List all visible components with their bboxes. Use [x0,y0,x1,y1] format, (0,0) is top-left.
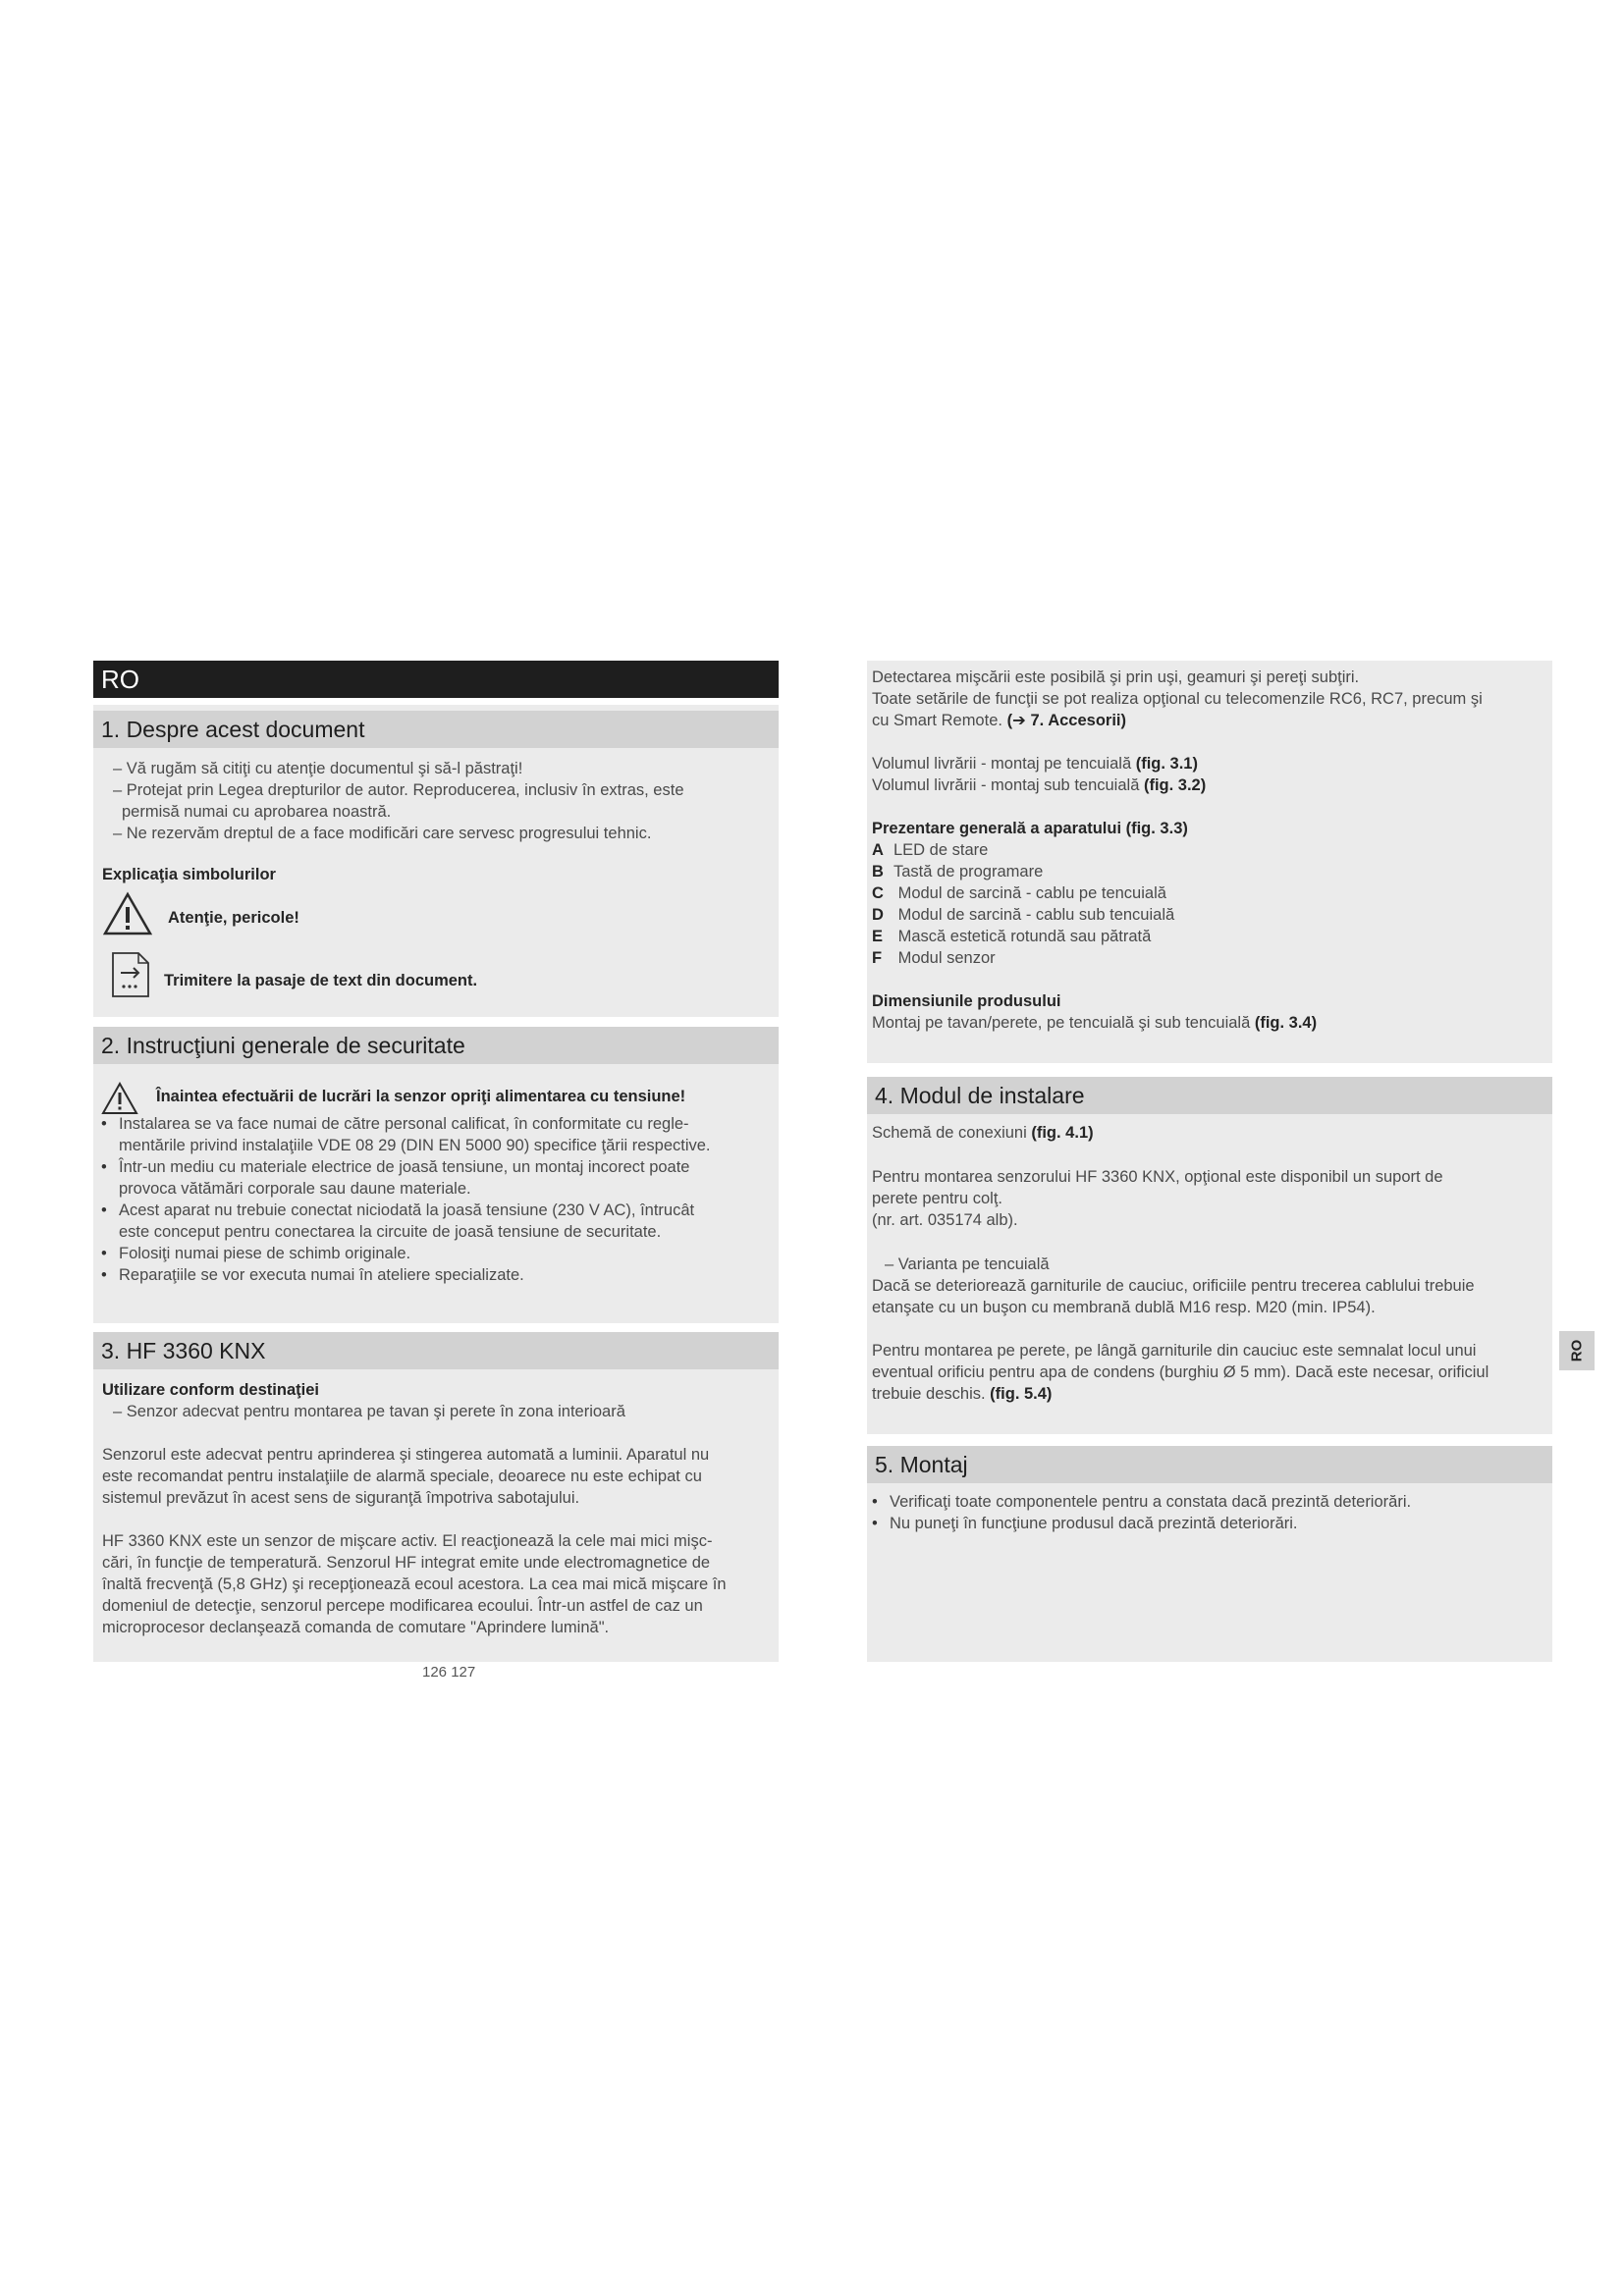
variant-text-1: Dacă se deteriorează garniturile de cauciuc, orificiile pentru trecerea cablului trebuie [872,1277,1475,1295]
section-3-box [93,1332,779,1662]
schema-ref: (fig. 4.1) [1031,1124,1094,1142]
overview-letter: A [872,841,884,859]
right-intro-box [867,661,1552,1063]
overview-title: Prezentare generală a aparatului (fig. 3.3) [872,820,1188,837]
reference-symbol-text: Trimitere la pasaje de text din document. [164,972,478,989]
delivery-1-ref: (fig. 3.1) [1135,755,1198,773]
overview-text: Mască estetică rotundă sau pătrată [893,928,1152,945]
intro-line-3-text: cu Smart Remote. [872,712,1002,729]
section-5-heading: 5. Montaj [867,1446,1552,1483]
s1-dash-line-1: – Vă rugăm să citiţi cu atenţie documentul şi să-l păstraţi! [113,760,523,777]
s3-para1-line-2: este recomandat pentru instalaţiile de alarmă speciale, deoarece nu este echipat cu [102,1468,702,1485]
overview-letter: D [872,906,884,924]
warning-triangle-icon [103,891,152,936]
dimensions-ref: (fig. 3.4) [1254,1014,1318,1032]
wall-line-1: Pentru montarea pe perete, pe lângă garniturile din cauciuc este semnalat locul unui [872,1342,1477,1360]
overview-text: Modul senzor [893,949,996,967]
section-3-heading: 3. HF 3360 KNX [93,1332,779,1369]
delivery-line-1 [872,753,1198,774]
overview-item-c [872,882,1166,904]
overview-item-d [872,904,1174,926]
schema-line [872,1122,1094,1144]
usage-title: Utilizare conform destinaţiei [102,1381,319,1399]
schema-text: Schemă de conexiuni [872,1124,1032,1142]
delivery-1-text: Volumul livrării - montaj pe tencuială [872,755,1136,773]
language-side-tab [1559,1331,1595,1370]
overview-text: Modul de sarcină - cablu sub tencuială [893,906,1175,924]
s3-para2-line-4: domeniul de detecţie, senzorul percepe modificarea ecoului. Într-un astfel de caz un [102,1597,703,1615]
safety-warning-text: Înaintea efectuării de lucrări la senzor opriţi alimentarea cu tensiune! [156,1088,686,1105]
page-numbers: 126 127 [422,1664,476,1681]
s3-para2-line-3: înaltă frecvenţă (5,8 GHz) şi recepţionează ecoul acestora. La cea mai mică mişcare în [102,1575,727,1593]
overview-text: Modul de sarcină - cablu pe tencuială [893,884,1166,902]
delivery-line-2 [872,774,1206,796]
text-reference-icon [111,951,150,998]
accessories-reference: (➔ 7. Accesorii) [1006,712,1126,729]
overview-item-f [872,947,996,969]
warning-triangle-icon [101,1082,138,1115]
s3-para2-line-1: HF 3360 KNX este un senzor de mişcare activ. El reacţionează la cele mai mici mişc- [102,1532,713,1550]
language-label: RO [101,665,139,694]
variant-text-2: etanşate cu un buşon cu membrană dublă M16 resp. M20 (min. IP54). [872,1299,1376,1316]
mount-line-2: perete pentru colţ. [872,1190,1002,1207]
intro-line-3 [872,710,1126,731]
s5-bullet-2: • Nu puneţi în funcţiune produsul dacă prezintă deteriorări. [872,1513,1298,1534]
s2-bullet-3-cont: este conceput pentru conectarea la circuite de joasă tensiune de securitate. [119,1223,662,1241]
s2-bullet-5: • Reparaţiile se vor executa numai în ateliere specializate. [101,1264,524,1286]
overview-letter: B [872,863,884,881]
s3-para1-line-3: sistemul prevăzut în acest sens de siguranţă împotriva sabotajului. [102,1489,580,1507]
symbols-title: Explicaţia simbolurilor [102,866,276,883]
language-header-bar [93,661,779,698]
wall-line-2: eventual orificiu pentru apa de condens (burghiu Ø 5 mm). Dacă este necesar, orificiul [872,1363,1489,1381]
section-4-box [867,1077,1552,1434]
overview-letter: C [872,884,884,902]
s3-para2-line-5: microprocesor declanşează comanda de comutare "Aprindere lumină". [102,1619,610,1636]
section-2-heading: 2. Instrucţiuni generale de securitate [93,1027,779,1064]
dimensions-title: Dimensiunile produsului [872,992,1061,1010]
wall-ref: (fig. 5.4) [990,1385,1053,1403]
s1-dash-line-2: – Protejat prin Legea drepturilor de autor. Reproducerea, inclusiv în extras, este [113,781,684,799]
side-tab-label: RO [1568,1339,1586,1362]
s2-bullet-3: • Acest aparat nu trebuie conectat niciodată la joasă tensiune (230 V AC), întrucât [101,1200,694,1221]
overview-item-e [872,926,1151,947]
section-2-box [93,1027,779,1323]
mount-line-3: (nr. art. 035174 alb). [872,1211,1018,1229]
section-4-heading: 4. Modul de instalare [867,1077,1552,1114]
section-5-box [867,1446,1552,1662]
s5-bullet-1: • Verificaţi toate componentele pentru a constata dacă prezintă deteriorări. [872,1491,1411,1513]
s1-dash-line-4: – Ne rezervăm dreptul de a face modificări care servesc progresului tehnic. [113,825,652,842]
mount-line-1: Pentru montarea senzorului HF 3360 KNX, opţional este disponibil un suport de [872,1168,1443,1186]
overview-letter: E [872,928,884,945]
overview-item-a [872,839,988,861]
warning-symbol-text: Atenţie, pericole! [168,909,299,927]
s2-bullet-4: • Folosiţi numai piese de schimb originale. [101,1243,410,1264]
intro-line-2: Toate setările de funcţii se pot realiza opţional cu telecomenzile RC6, RC7, precum şi [872,690,1483,708]
overview-letter: F [872,949,883,967]
s3-para2-line-2: cări, în funcţie de temperatură. Senzorul HF integrat emite unde electromagnetice de [102,1554,711,1572]
dimensions-text: Montaj pe tavan/perete, pe tencuială şi sub tencuială [872,1014,1255,1032]
section-1-box [93,705,779,1017]
s2-bullet-1: • Instalarea se va face numai de către personal calificat, în conformitate cu regle- [101,1113,689,1135]
intro-line-1: Detectarea mişcării este posibilă şi prin uşi, geamuri şi pereţi subţiri. [872,668,1360,686]
section-1-heading: 1. Despre acest document [93,711,779,748]
wall-line-3 [872,1383,1052,1405]
delivery-2-ref: (fig. 3.2) [1143,776,1207,794]
overview-text: Tastă de programare [893,863,1044,881]
delivery-2-text: Volumul livrării - montaj sub tencuială [872,776,1144,794]
s2-bullet-2-cont: provoca vătămări corporale sau daune materiale. [119,1180,471,1198]
overview-item-b [872,861,1043,882]
s2-bullet-2: • Într-un mediu cu materiale electrice de joasă tensiune, un montaj incorect poate [101,1156,690,1178]
s2-bullet-1-cont: mentările privind instalaţiile VDE 08 29 (DIN EN 5000 90) specifice ţării respective. [119,1137,711,1154]
s1-dash-line-3: permisă numai cu aprobarea noastră. [122,803,392,821]
s3-para1-line-1: Senzorul este adecvat pentru aprinderea şi stingerea automată a luminii. Aparatul nu [102,1446,710,1464]
dimensions-line [872,1012,1317,1034]
variant-line: – Varianta pe tencuială [885,1255,1050,1273]
usage-line: – Senzor adecvat pentru montarea pe tavan şi perete în zona interioară [113,1403,625,1420]
overview-text: LED de stare [893,841,989,859]
wall-text: trebuie deschis. [872,1385,986,1403]
